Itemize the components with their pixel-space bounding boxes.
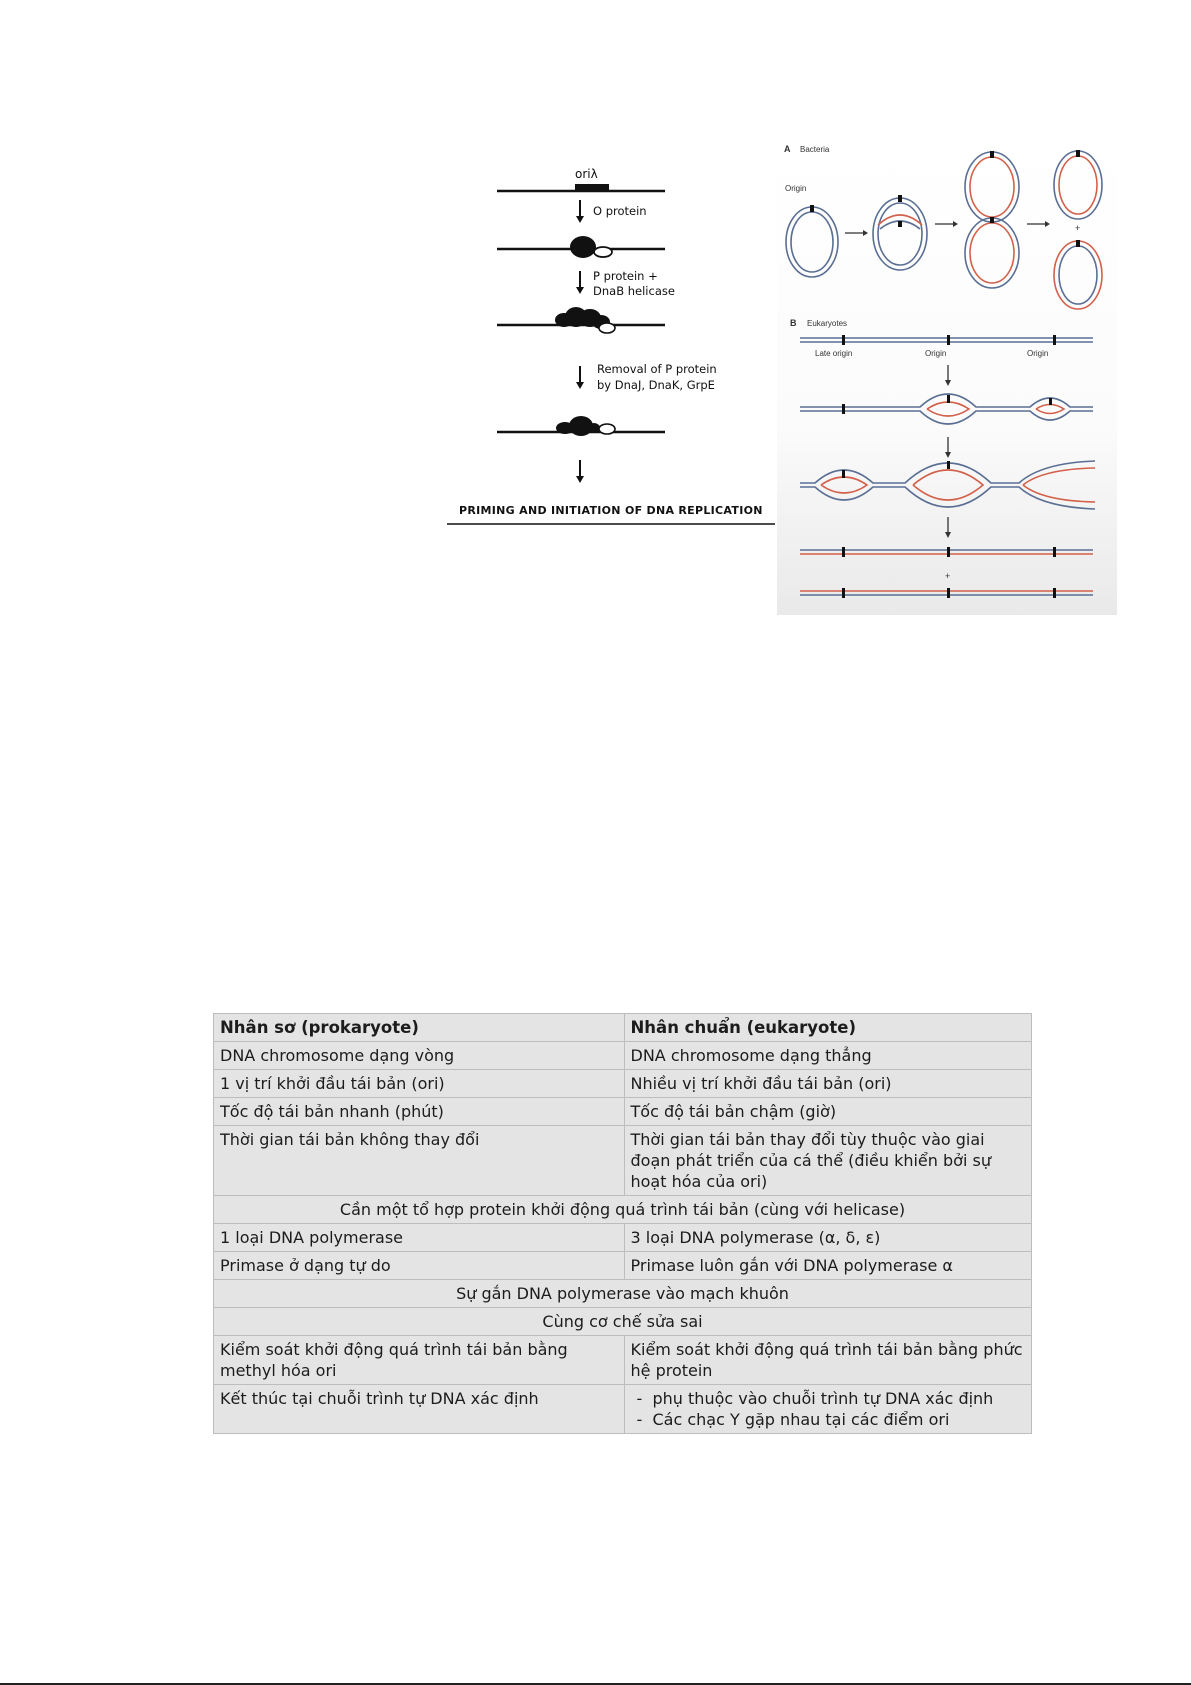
cell-eukaryote: 3 loại DNA polymerase (α, δ, ε) [624, 1224, 1032, 1252]
cell-prokaryote: Kết thúc tại chuỗi trình tự DNA xác định [214, 1385, 625, 1434]
arrow-b2-head [945, 452, 951, 458]
ori-label: oriλ [575, 167, 598, 181]
bacteria-circle-2 [873, 195, 927, 270]
cell-eukaryote: Thời gian tái bản thay đổi tùy thuộc vào giai đoạn phát triển của cá thể (điều khiển bởi sự hoạt hóa của ori) [624, 1126, 1032, 1196]
bacteria-origin-label: Origin [785, 184, 807, 193]
origin-label-3: Origin [1027, 349, 1049, 358]
cell-eukaryote [624, 1385, 1032, 1434]
table-row [214, 1070, 1032, 1098]
table-row [214, 1042, 1032, 1070]
lambda-priming-diagram [447, 164, 775, 528]
eukaryote-dna-4 [800, 547, 1093, 557]
panel-a-letter: A [784, 145, 791, 154]
panel-b-title: Eukaryotes [807, 319, 848, 328]
table-row [214, 1385, 1032, 1434]
bubble-2 [594, 247, 612, 257]
arrow-b1-head [945, 380, 951, 386]
cell-prokaryote: DNA chromosome dạng vòng [214, 1042, 625, 1070]
comparison-table [213, 1013, 1032, 1434]
cell-shared: Cùng cơ chế sửa sai [214, 1308, 1032, 1336]
bubble-4 [599, 424, 615, 434]
panel-b-letter: B [790, 318, 797, 328]
late-origin-label: Late origin [815, 349, 853, 358]
table-row [214, 1224, 1032, 1252]
panel-a-title: Bacteria [800, 145, 830, 154]
o-protein-blob [570, 236, 596, 258]
arrow-a1-head [863, 230, 868, 236]
figure-replication-origins [777, 145, 1117, 615]
table-row [214, 1126, 1032, 1196]
bacteria-plus: + [1075, 223, 1081, 233]
arrow-3-head [576, 382, 584, 389]
cell-eukaryote: Kiểm soát khởi động quá trình tái bản bằng phức hệ protein [624, 1336, 1032, 1385]
eukaryote-dna-2 [800, 394, 1093, 424]
arrow-1-head [576, 216, 584, 223]
cell-prokaryote: Tốc độ tái bản nhanh (phút) [214, 1098, 625, 1126]
bacteria-circle-1 [786, 205, 838, 277]
eukaryote-plus: + [945, 571, 951, 581]
table-row [214, 1252, 1032, 1280]
bacteria-circle-3 [965, 151, 1019, 288]
list-item: - phụ thuộc vào chuỗi trình tự DNA xác định [631, 1388, 1026, 1409]
step-2-label-1: P protein + [593, 269, 658, 283]
eukaryote-dna-1 [800, 335, 1093, 345]
cell-eukaryote: Tốc độ tái bản chậm (giờ) [624, 1098, 1032, 1126]
cell-prokaryote: 1 loại DNA polymerase [214, 1224, 625, 1252]
bacteria-circle-5 [1054, 240, 1102, 309]
arrow-4-head [576, 476, 584, 483]
figure-caption: PRIMING AND INITIATION OF DNA REPLICATION [459, 504, 763, 517]
arrow-b3-head [945, 532, 951, 538]
replication-origins-diagram [777, 145, 1117, 615]
origin-label-2: Origin [925, 349, 947, 358]
step-2-label-2: DnaB helicase [593, 284, 675, 298]
cell-prokaryote: 1 vị trí khởi đầu tái bản (ori) [214, 1070, 625, 1098]
cell-eukaryote: DNA chromosome dạng thẳng [624, 1042, 1032, 1070]
bacteria-circle-4 [1054, 150, 1102, 219]
table-row-shared [214, 1280, 1032, 1308]
remaining-blob-3 [588, 423, 600, 433]
cell-eukaryote: Primase luôn gắn với DNA polymerase α [624, 1252, 1032, 1280]
eukaryote-dna-3 [800, 461, 1095, 509]
list-item: - Các chạc Y gặp nhau tại các điểm ori [631, 1409, 1026, 1430]
cell-shared: Cần một tổ hợp protein khởi động quá trình tái bản (cùng với helicase) [214, 1196, 1032, 1224]
termination-list [631, 1388, 1026, 1430]
arrow-2-head [576, 287, 584, 294]
table-row [214, 1336, 1032, 1385]
bubble-3 [599, 323, 615, 333]
step-3-label-1: Removal of P protein [597, 362, 717, 376]
table-row [214, 1098, 1032, 1126]
step-3-label-2: by DnaJ, DnaK, GrpE [597, 378, 715, 392]
figure-lambda-priming [447, 164, 775, 528]
cell-prokaryote: Thời gian tái bản không thay đổi [214, 1126, 625, 1196]
step-1-label: O protein [593, 204, 647, 218]
eukaryote-dna-5 [800, 588, 1093, 598]
cell-shared: Sự gắn DNA polymerase vào mạch khuôn [214, 1280, 1032, 1308]
table-header-row [214, 1014, 1032, 1042]
header-prokaryote: Nhân sơ (prokaryote) [214, 1014, 625, 1042]
cell-prokaryote: Primase ở dạng tự do [214, 1252, 625, 1280]
header-eukaryote: Nhân chuẩn (eukaryote) [624, 1014, 1032, 1042]
arrow-a3-head [1045, 221, 1050, 227]
table-row-shared [214, 1308, 1032, 1336]
arrow-a2-head [953, 221, 958, 227]
cell-prokaryote: Kiểm soát khởi động quá trình tái bản bằng methyl hóa ori [214, 1336, 625, 1385]
table-row-shared [214, 1196, 1032, 1224]
cell-eukaryote: Nhiều vị trí khởi đầu tái bản (ori) [624, 1070, 1032, 1098]
